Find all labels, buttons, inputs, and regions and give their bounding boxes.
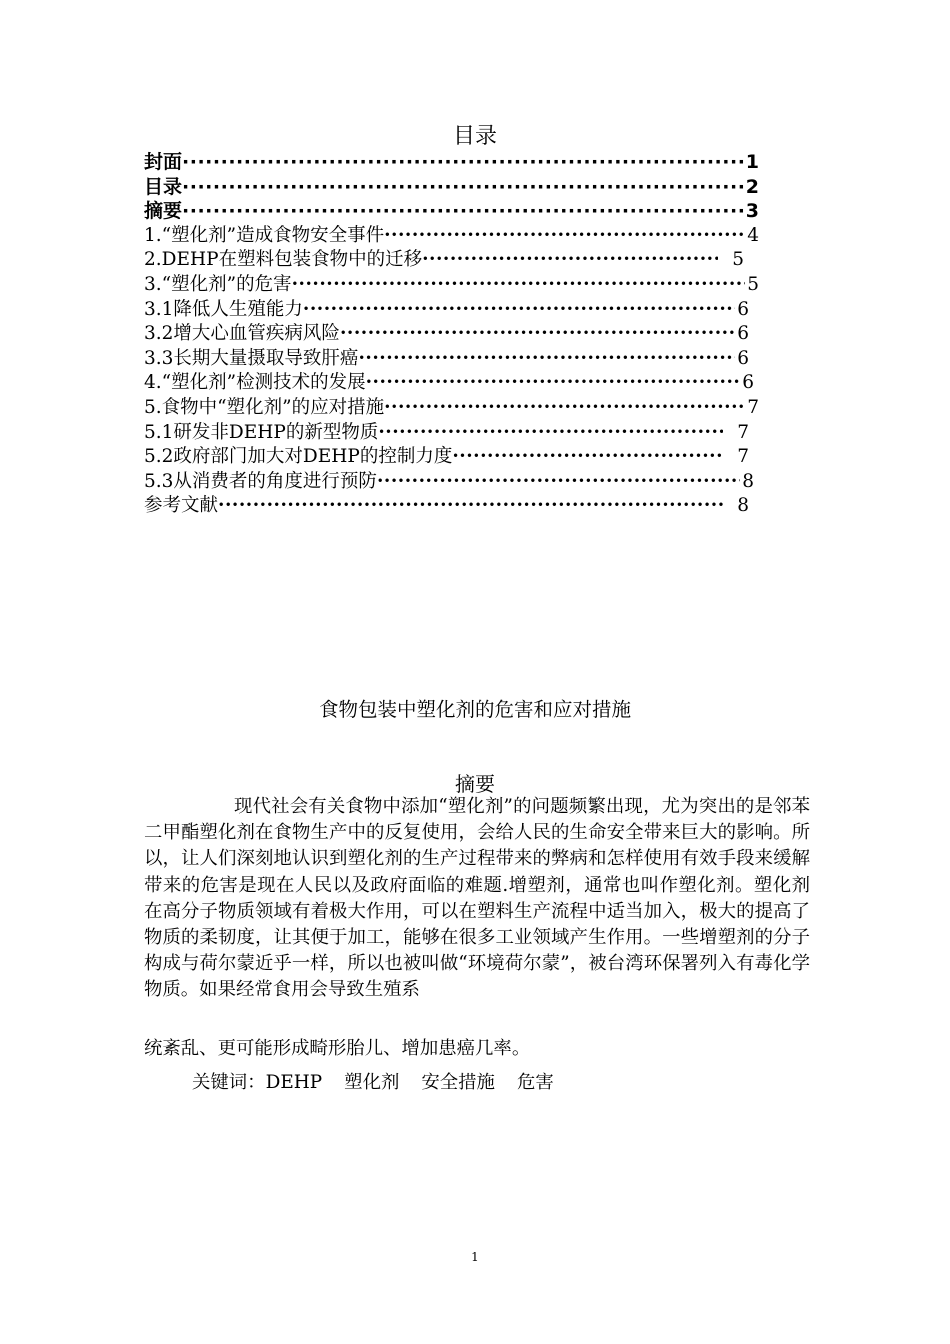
- toc-entry-page: 4: [747, 224, 759, 246]
- toc-leader-dots: [292, 273, 746, 298]
- toc-entry-page: 6: [737, 323, 749, 345]
- toc-entry-label: 封面: [144, 151, 183, 173]
- toc-leader-dots: [182, 150, 744, 175]
- toc-entry[interactable]: [144, 347, 749, 372]
- toc-entry-label: 1.“塑化剂”造成食物安全事件: [144, 224, 385, 246]
- toc-entry[interactable]: [144, 470, 754, 495]
- toc-entry-label: 5.2政府部门加大对DEHP的控制力度: [144, 446, 453, 468]
- toc-title: 目录: [452, 124, 497, 149]
- document-title: 食物包装中塑化剂的危害和应对措施: [318, 698, 631, 721]
- toc-entry-label: 5.3从消费者的角度进行预防: [144, 470, 377, 492]
- toc-entry-page: 7: [737, 446, 749, 468]
- toc-leader-dots: [303, 298, 735, 323]
- toc-leader-dots: [452, 445, 723, 470]
- toc-entry-page: 7: [747, 396, 759, 418]
- toc-entry[interactable]: [144, 421, 749, 446]
- toc-entry-page: 5: [747, 273, 759, 295]
- toc-leader-dots: [358, 347, 735, 372]
- toc-entry-label: 2.DEHP在塑料包装食物中的迁移: [144, 249, 423, 271]
- toc-entry[interactable]: [144, 322, 749, 347]
- toc-entry[interactable]: [144, 298, 749, 323]
- toc-entry[interactable]: [144, 371, 754, 396]
- toc-entry-label: 3.1降低人生殖能力: [144, 298, 303, 320]
- toc-entry-label: 参考文献: [144, 495, 219, 517]
- toc-entry-label: 4.“塑化剂”检测技术的发展: [144, 372, 366, 394]
- keyword: 安全措施: [421, 1072, 495, 1093]
- toc-entry-page: 2: [745, 175, 759, 198]
- keywords-line: [192, 1070, 576, 1096]
- keywords-label: 关键词：: [192, 1072, 266, 1093]
- toc-entry[interactable]: [144, 273, 759, 298]
- toc-entry-page: 6: [737, 347, 749, 369]
- toc-entry-page: 5: [732, 249, 744, 271]
- keyword: 塑化剂: [344, 1072, 400, 1093]
- toc-entry-label: 3.“塑化剂”的危害: [144, 273, 292, 295]
- toc-entry-label: 目录: [144, 175, 183, 198]
- toc-leader-dots: [377, 470, 740, 495]
- toc-entry[interactable]: [144, 150, 759, 175]
- toc-entry[interactable]: [144, 445, 749, 470]
- toc-entry-page: 7: [737, 421, 749, 443]
- toc-leader-dots: [384, 224, 745, 249]
- toc-entry-page: 8: [737, 495, 749, 517]
- toc-entry[interactable]: [144, 199, 759, 224]
- toc-entry[interactable]: [144, 224, 759, 249]
- toc-leader-dots: [384, 396, 745, 421]
- toc-entry[interactable]: [144, 175, 759, 200]
- toc-entry-page: 8: [742, 470, 754, 492]
- toc-entry-label: 摘要: [144, 200, 183, 223]
- toc-entry-page: 6: [742, 372, 754, 394]
- toc-entry-page: 1: [745, 151, 759, 173]
- toc-leader-dots: [366, 371, 741, 396]
- abstract-body-continued: 统紊乱、更可能形成畸形胎儿、增加患癌几率。: [144, 1038, 531, 1059]
- table-of-contents: [144, 150, 759, 519]
- toc-leader-dots: [340, 322, 735, 347]
- toc-entry-page: 6: [737, 298, 749, 320]
- toc-entry-label: 3.3长期大量摄取导致肝癌: [144, 347, 359, 369]
- keyword: DEHP: [265, 1072, 323, 1093]
- toc-leader-dots: [182, 199, 744, 224]
- toc-entry-page: 3: [745, 200, 759, 223]
- abstract-body: 现代社会有关食物中添加“塑化剂”的问题频繁出现，尤为突出的是邻苯二甲酯塑化剂在食物生产中的反复使用，会给人民的生命安全带来巨大的影响。所以，让人们深刻地认识到塑化剂的生产过程带来的弊病和怎样使用有效手段来缓解带来的危害是现在人民以及政府面临的难题.增塑剂，通常也叫作塑化剂。塑化剂在高分子物质领域有着极大作用，可以在塑料生产流程中适当加入，极大的提高了物质的柔韧度，让其便于加工，能够在很多工业领域产生作用。一些增塑剂的分子构成与荷尔蒙近乎一样，所以也被叫做“环境荷尔蒙”，被台湾环保署列入有毒化学物质。如果经常食用会导致生殖系: [144, 796, 810, 1001]
- toc-entry-label: 5.1研发非DEHP的新型物质: [144, 421, 379, 443]
- abstract-heading: 摘要: [455, 772, 495, 796]
- toc-entry-label: 5.食物中“塑化剂”的应对措施: [144, 396, 385, 418]
- toc-entry[interactable]: [144, 494, 749, 519]
- toc-leader-dots: [422, 248, 718, 273]
- keyword: 危害: [516, 1072, 554, 1093]
- toc-leader-dots: [218, 494, 723, 519]
- toc-leader-dots: [378, 421, 723, 446]
- toc-entry[interactable]: [144, 396, 759, 421]
- toc-entry-label: 3.2增大心血管疾病风险: [144, 323, 340, 345]
- toc-leader-dots: [182, 175, 744, 200]
- toc-entry[interactable]: [144, 248, 744, 273]
- page-number: 1: [471, 1250, 479, 1264]
